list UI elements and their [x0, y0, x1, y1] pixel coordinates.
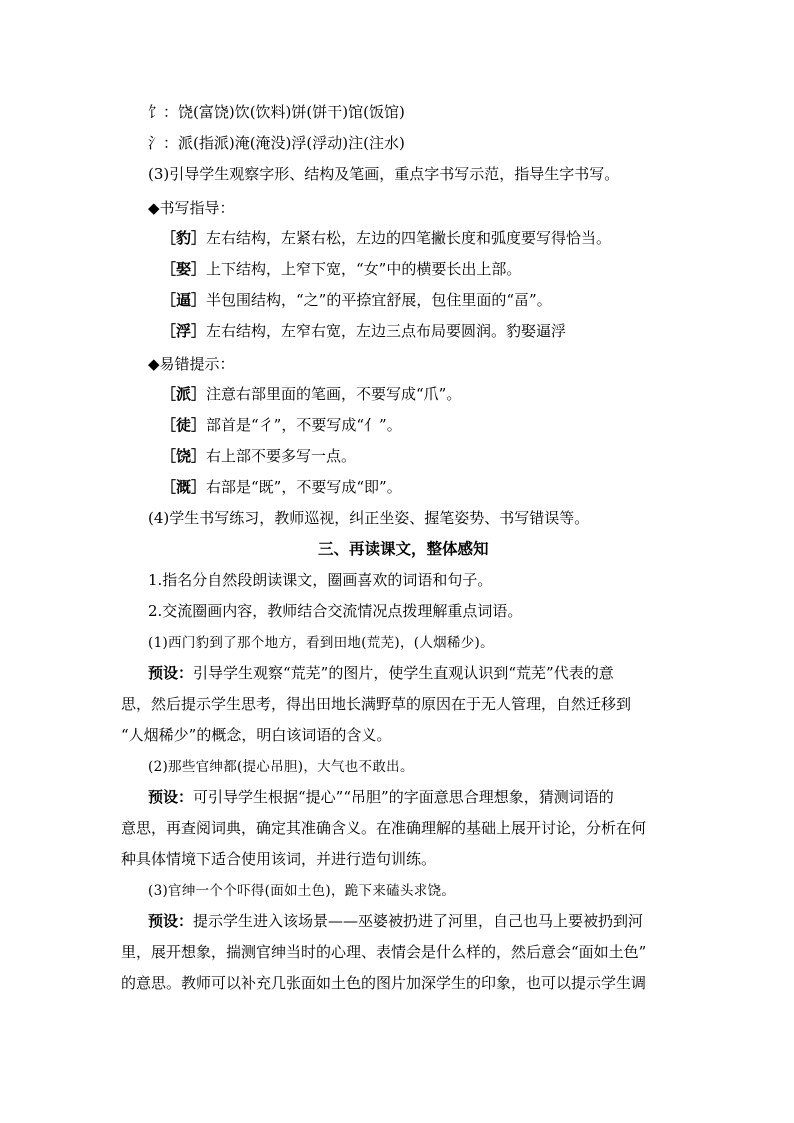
- bold-label: 预设：: [148, 912, 194, 930]
- line-text: 提示学生进入该场景——巫婆被扔进了河里，自己也马上要被扔到河: [193, 912, 644, 930]
- text-line: [148, 754, 414, 778]
- text-line: [161, 475, 402, 499]
- line-text: ◆易错提示：: [148, 355, 235, 373]
- text-line: [148, 568, 492, 592]
- text-line: [121, 692, 676, 716]
- text-line: [148, 100, 405, 124]
- text-line: [121, 847, 436, 871]
- text-line: [148, 196, 235, 220]
- bold-label: ［徒］: [161, 416, 207, 434]
- line-text: 右上部不要多写一点。: [206, 447, 357, 465]
- text-line: [148, 352, 235, 376]
- text-line: [148, 131, 405, 155]
- text-line: [161, 226, 611, 250]
- text-line: [148, 506, 589, 530]
- text-line: [161, 288, 552, 312]
- bold-label: ［豹］: [161, 229, 207, 247]
- line-text: 左右结构，左窄右宽，左边三点布局要圆润。豹娶逼浮: [206, 322, 567, 340]
- line-text: 引导学生观察“荒芜”的图片，使学生直观认识到“荒芜”代表的意: [193, 664, 614, 682]
- line-text: 上下结构，上窄下宽，“女”中的横要长出上部。: [206, 260, 522, 278]
- bold-label: ［娶］: [161, 260, 207, 278]
- text-line: [148, 630, 494, 654]
- example-sentence: (1)西门豹到了那个地方，看到田地(荒芜)，(人烟稀少)。: [148, 635, 494, 651]
- example-sentence: (2)那些官绅都(提心吊胆)，大气也不敢出。: [148, 759, 414, 775]
- line-text: ◆书写指导：: [148, 199, 235, 217]
- line-text: 思，然后提示学生思考，得出田地长满野草的原因在于无人管理，自然迁移到: [121, 695, 632, 713]
- text-line: [318, 537, 489, 561]
- example-sentence: (3)官绅一个个吓得(面如土色)，跪下来磕头求饶。: [148, 883, 456, 899]
- text-line: [121, 971, 676, 995]
- text-line: [121, 723, 391, 747]
- text-line: [161, 319, 566, 343]
- bold-label: ［浮］: [161, 322, 207, 340]
- line-text: 注意右部里面的笔画，不要写成“爪”。: [206, 385, 462, 403]
- line-text: 2.交流圈画内容，教师结合交流情况点拨理解重点词语。: [148, 602, 523, 620]
- text-line: [148, 599, 522, 623]
- text-line: [148, 909, 676, 933]
- text-line: [148, 878, 455, 902]
- text-line: [161, 444, 356, 468]
- text-line: [148, 661, 676, 685]
- line-text: 的意思。教师可以补充几张面如土色的图片加深学生的印象，也可以提示学生调: [121, 974, 647, 992]
- text-line: [121, 816, 676, 840]
- line-text: 意思，再查阅词典，确定其准确含义。在准确理解的基础上展开讨论，分析在何: [121, 819, 647, 837]
- bold-label: 预设：: [148, 664, 194, 682]
- line-text: 半包围结构，“之”的平捺宜舒展，包住里面的“畐”。: [206, 291, 552, 309]
- line-text: 右部是“既”，不要写成“即”。: [206, 478, 402, 496]
- text-line: [121, 940, 676, 964]
- line-text: 饣：饶(富饶)饮(饮料)饼(饼干)馆(饭馆): [148, 103, 405, 121]
- line-text: “人烟稀少”的概念，明白该词语的含义。: [121, 726, 392, 744]
- bold-label: 三、再读课文，整体感知: [318, 539, 489, 558]
- bold-label: ［溉］: [161, 478, 207, 496]
- bold-label: ［派］: [161, 385, 207, 403]
- line-text: (4)学生书写练习，教师巡视，纠正坐姿、握笔姿势、书写错误等。: [148, 509, 590, 527]
- bold-label: ［饶］: [161, 447, 207, 465]
- line-text: 里，展开想象，揣测官绅当时的心理、表情会是什么样的，然后意会“面如土色”: [121, 943, 647, 961]
- line-text: 部首是“彳”，不要写成“亻”。: [206, 416, 402, 434]
- text-line: [148, 785, 676, 809]
- line-text: 可引导学生根据“提心”“吊胆”的字面意思合理想象，猜测词语的: [193, 788, 614, 806]
- text-line: [148, 162, 619, 186]
- text-line: [161, 382, 461, 406]
- bold-label: 预设：: [148, 788, 194, 806]
- line-text: 左右结构，左紧右松，左边的四笔撇长度和弧度要写得恰当。: [206, 229, 612, 247]
- line-text: 种具体情境下适合使用该词，并进行造句训练。: [121, 850, 437, 868]
- bold-label: ［逼］: [161, 291, 207, 309]
- line-text: 1.指名分自然段朗读课文，圈画喜欢的词语和句子。: [148, 571, 493, 589]
- line-text: 氵：派(指派)淹(淹没)浮(浮动)注(注水): [148, 134, 405, 152]
- text-line: [161, 413, 402, 437]
- line-text: (3)引导学生观察字形、结构及笔画，重点字书写示范，指导生字书写。: [148, 165, 620, 183]
- text-line: [161, 257, 521, 281]
